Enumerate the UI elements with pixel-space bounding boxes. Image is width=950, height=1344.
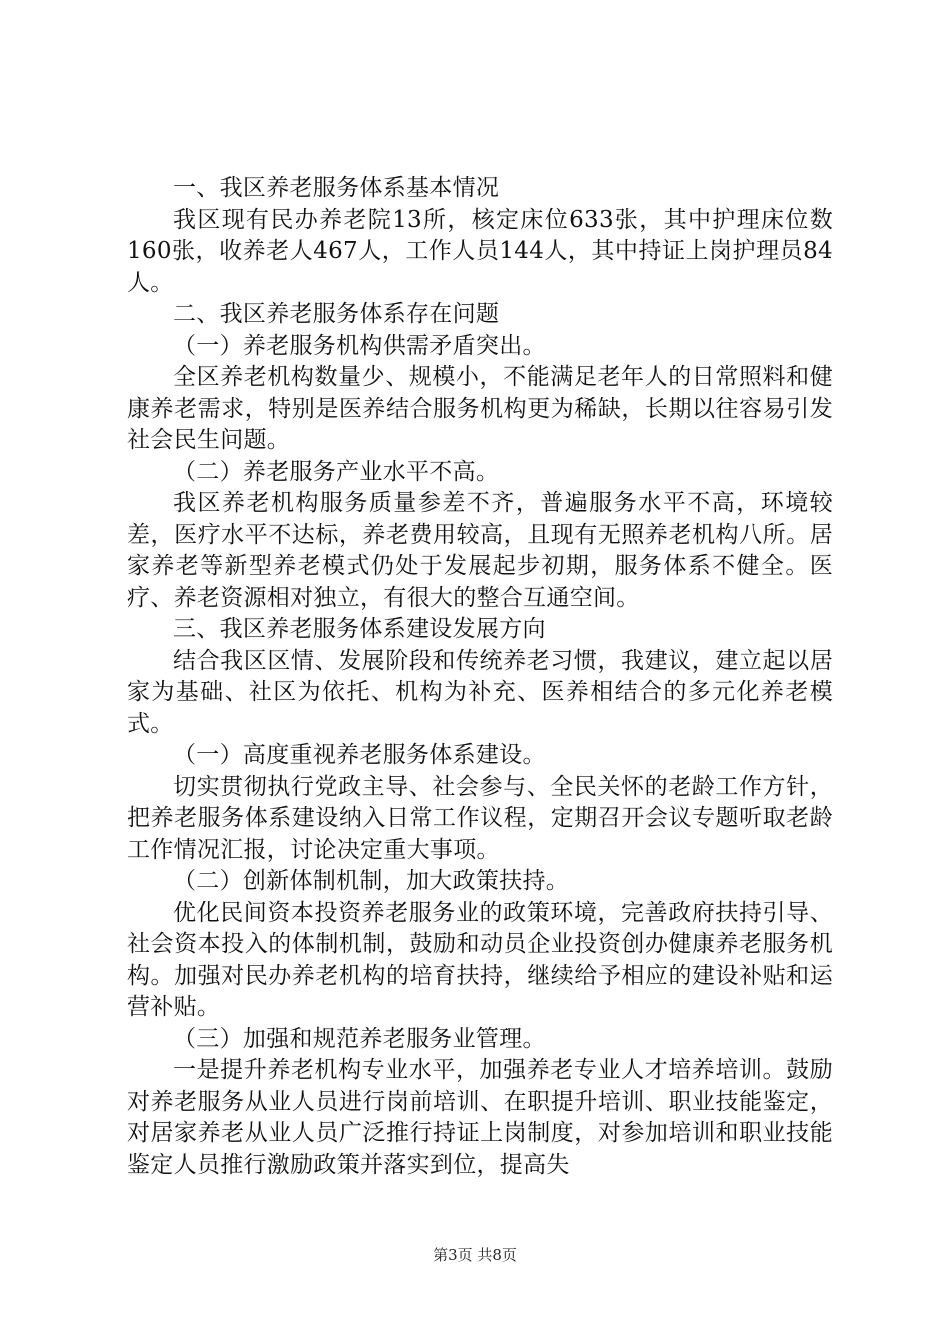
body-paragraph-1: 我区现有民办养老院13所，核定床位633张，其中护理床位数160张，收养老人467人，工作人员144人，其中持证上岗护理员84人。: [127, 206, 833, 296]
subheading-2-1: （一）养老服务机构供需矛盾突出。: [173, 332, 546, 359]
subheading-3-1: （一）高度重视养老服务体系建设。: [173, 742, 546, 768]
body-paragraph-2: 全区养老机构数量少、规模小，不能满足老年人的日常照料和健康养老需求，特别是医养结合服务机构更为稀缺，长期以往容易引发社会民生问题。: [127, 364, 833, 453]
document-body: [127, 173, 833, 1181]
subheading-3-2: （二）创新体制机制，加大政策扶持。: [173, 868, 570, 894]
page-number-footer: 第3页 共8页: [433, 1246, 517, 1264]
body-paragraph-7: 一是提升养老机构专业水平，加强养老专业人才培养培训。鼓励对养老服务从业人员进行岗前培训、在职提升培训、职业技能鉴定，对居家养老从业人员广泛推行持证上岗制度，对参加培训和职业技能鉴定人员推行激励政策并落实到位，提高失: [127, 1057, 833, 1178]
section-heading-1: 一、我区养老服务体系基本情况: [173, 175, 500, 201]
subheading-2-2: （二）养老服务产业水平不高。: [173, 458, 500, 485]
body-paragraph-4: 结合我区区情、发展阶段和传统养老习惯，我建议，建立起以居家为基础、社区为依托、机构为补充、医养相结合的多元化养老模式。: [127, 647, 833, 737]
subheading-3-3: （三）加强和规范养老服务业管理。: [173, 1025, 546, 1052]
section-heading-2: 二、我区养老服务体系存在问题: [173, 301, 500, 327]
body-paragraph-6: 优化民间资本投资养老服务业的政策环境，完善政府扶持引导、社会资本投入的体制机制，鼓励和动员企业投资创办健康养老服务机构。加强对民办养老机构的培育扶持，继续给予相应的建设补贴和运营补贴。: [127, 899, 833, 1020]
section-heading-3: 三、我区养老服务体系建设发展方向: [173, 616, 546, 642]
body-paragraph-5: 切实贯彻执行党政主导、社会参与、全民关怀的老龄工作方针，把养老服务体系建设纳入日常工作议程，定期召开会议专题听取老龄工作情况汇报，讨论决定重大事项。: [127, 773, 833, 863]
body-paragraph-3: 我区养老机构服务质量参差不齐，普遍服务水平不高，环境较差，医疗水平不达标，养老费用较高，且现有无照养老机构八所。居家养老等新型养老模式仍处于发展起步初期，服务体系不健全。医疗、养老资源相对独立，有很大的整合互通空间。: [127, 490, 833, 611]
